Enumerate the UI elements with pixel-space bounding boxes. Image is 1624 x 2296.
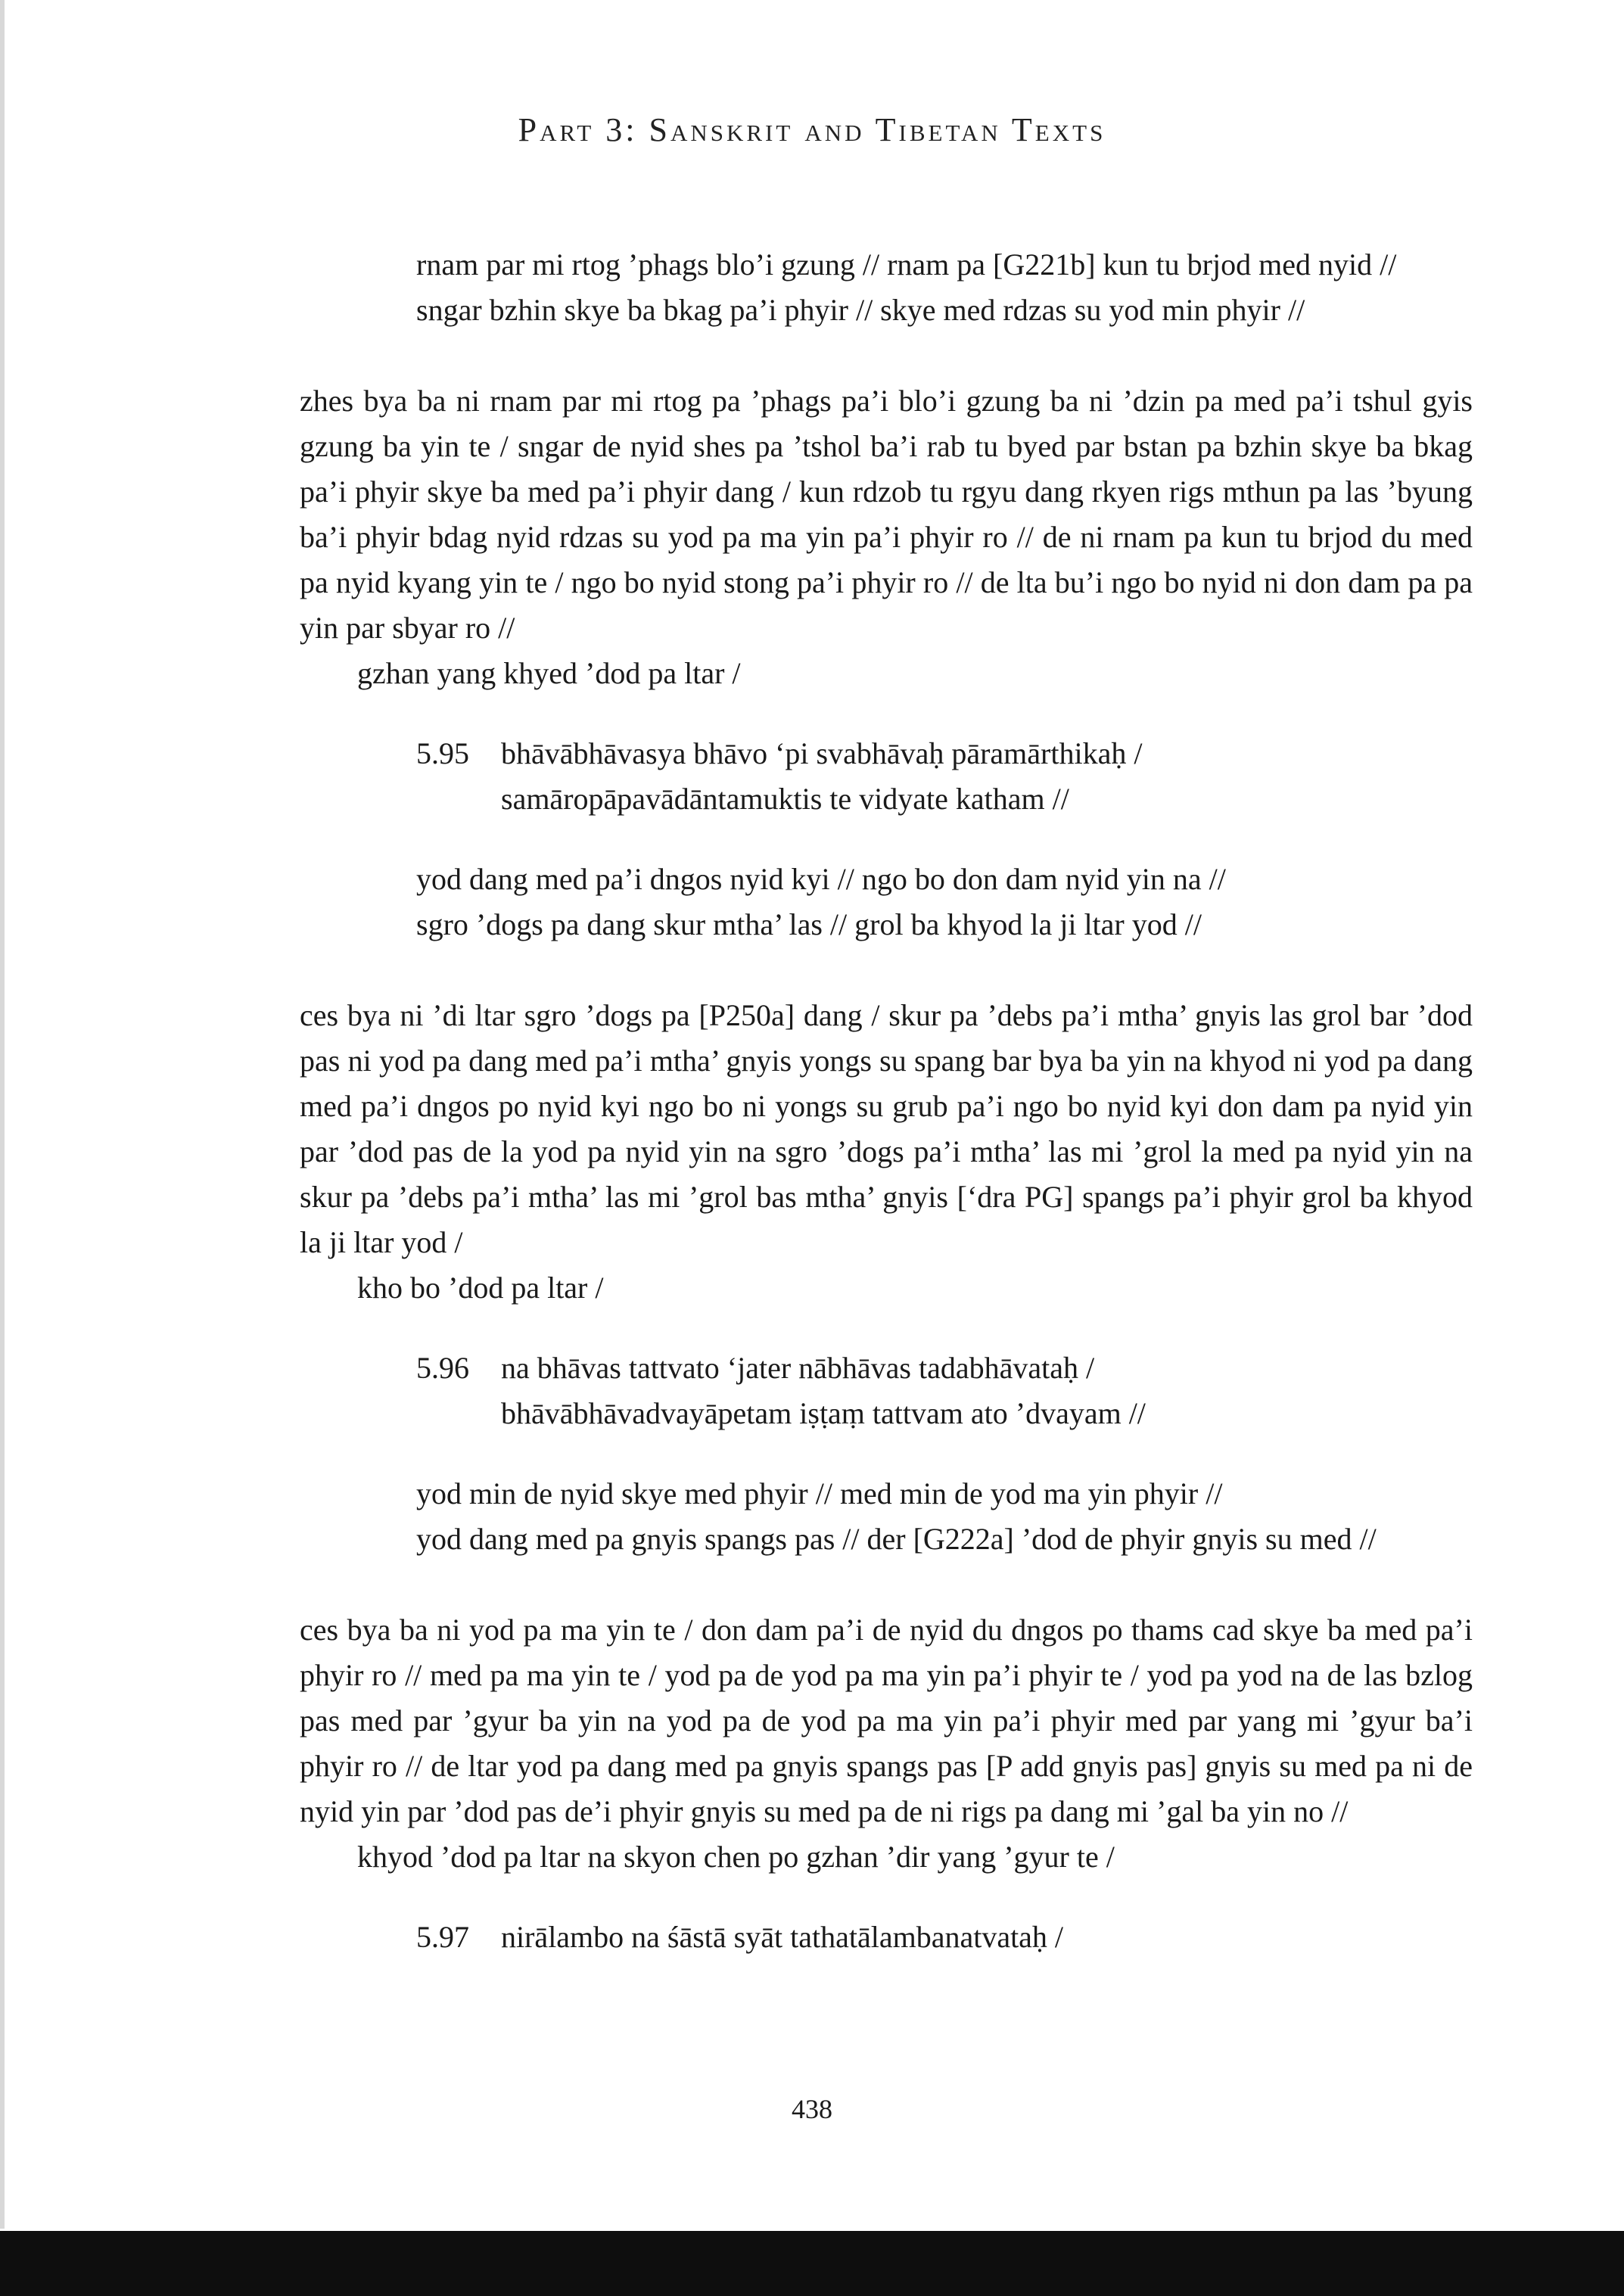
- transition-line: khyod ’dod pa ltar na skyon chen po gzhan ’dir yang ’gyur te /: [357, 1840, 1115, 1874]
- verse-number: 5.97: [416, 1920, 469, 1954]
- commentary: [300, 378, 1473, 696]
- tibetan-verse: [416, 1471, 1473, 1562]
- verse-line: bhāvābhāvasya bhāvo ‘pi svabhāvaḥ pāramārthikaḥ /: [501, 736, 1143, 770]
- tibetan-verse: [416, 857, 1473, 947]
- tibetan-verse: [416, 242, 1473, 333]
- verse-line: rnam par mi rtog ’phags blo’i gzung // rnam pa [G221b] kun tu brjod med nyid //: [416, 247, 1397, 282]
- commentary-paragraph: zhes bya ba ni rnam par mi rtog pa ’phags pa’i blo’i gzung ba ni ’dzin pa med pa’i tshul gyis gzung ba yin te / sngar de nyid shes pa ’tshol ba’i rab tu byed par bstan pa bzhin skye ba bkag pa’i phyir skye ba med pa’i phyir dang / kun rdzob tu rgyu dang rkyen rigs mthun pa las ’byung ba’i phyir bdag nyid rdzas su yod pa ma yin pa’i phyir ro // de ni rnam pa kun tu brjod du med pa nyid kyang yin te / ngo bo nyid stong pa’i phyir ro // de lta bu’i ngo bo nyid ni don dam pa pa yin par sbyar ro //: [300, 384, 1473, 645]
- verse-line: yod dang med pa’i dngos nyid kyi // ngo bo don dam nyid yin na //: [416, 862, 1226, 896]
- sanskrit-verse: [416, 1346, 1473, 1436]
- commentary: [300, 1607, 1473, 1880]
- commentary: [300, 993, 1473, 1311]
- verse-line: na bhāvas tattvato ‘jater nābhāvas tadabhāvataḥ /: [501, 1351, 1095, 1385]
- sanskrit-verse: [416, 1915, 1473, 1960]
- transition-line: kho bo ’dod pa ltar /: [357, 1271, 604, 1305]
- verse-number: 5.96: [416, 1351, 469, 1385]
- scan-bottom-band: [0, 2231, 1624, 2296]
- transition-line: gzhan yang khyed ’dod pa ltar /: [357, 656, 741, 690]
- commentary-paragraph: ces bya ni ’di ltar sgro ’dogs pa [P250a] dang / skur pa ’debs pa’i mtha’ gnyis las grol bar ’dod pas ni yod pa dang med pa’i mtha’ gnyis yongs su spang bar bya ba yin na khyod ni yod pa dang med pa’i dngos po nyid kyi ngo bo ni yongs su grub pa’i ngo bo nyid kyi don dam pa nyid yin par ’dod pas de la yod pa nyid yin na sgro ’dogs pa’i mtha’ las mi ’grol la med pa nyid yin na skur pa ’debs pa’i mtha’ las mi ’grol bas mtha’ gnyis [‘dra PG] spangs pa’i phyir grol ba khyod la ji ltar yod /: [300, 998, 1473, 1259]
- main-text: [300, 242, 1473, 1960]
- verse-line: bhāvābhāvadvayāpetam iṣṭaṃ tattvam ato ’dvayam //: [501, 1396, 1146, 1430]
- verse-line: nirālambo na śāstā syāt tathatālambanatvataḥ /: [501, 1920, 1064, 1954]
- verse-line: sgro ’dogs pa dang skur mtha’ las // grol ba khyod la ji ltar yod //: [416, 907, 1202, 941]
- commentary-paragraph: ces bya ba ni yod pa ma yin te / don dam pa’i de nyid du dngos po thams cad skye ba med pa’i phyir ro // med pa ma yin te / yod pa de yod pa ma yin pa’i phyir te / yod pa yod na de las bzlog pas med par ’gyur ba yin na yod pa de yod pa ma yin pa’i phyir med par yang mi ’gyur ba’i phyir ro // de ltar yod pa dang med pa gnyis spangs pas [P add gnyis pas] gnyis su med pa ni de nyid yin par ’dod pas de’i phyir gnyis su med pa de ni rigs pa dang mi ’gal ba yin no //: [300, 1613, 1473, 1828]
- running-head: Part 3: Sanskrit and Tibetan Texts: [518, 111, 1106, 148]
- verse-line: yod min de nyid skye med phyir // med min de yod ma yin phyir //: [416, 1476, 1223, 1510]
- verse-line: sngar bzhin skye ba bkag pa’i phyir // skye med rdzas su yod min phyir //: [416, 293, 1305, 327]
- verse-line: yod dang med pa gnyis spangs pas // der [G222a] ’dod de phyir gnyis su med //: [416, 1522, 1377, 1556]
- scan-edge: [0, 0, 5, 2229]
- verse-line: samāropāpavādāntamuktis te vidyate katham //: [501, 782, 1069, 816]
- page-number: 438: [792, 2094, 832, 2124]
- verse-number: 5.95: [416, 736, 469, 770]
- sanskrit-verse: [416, 731, 1473, 822]
